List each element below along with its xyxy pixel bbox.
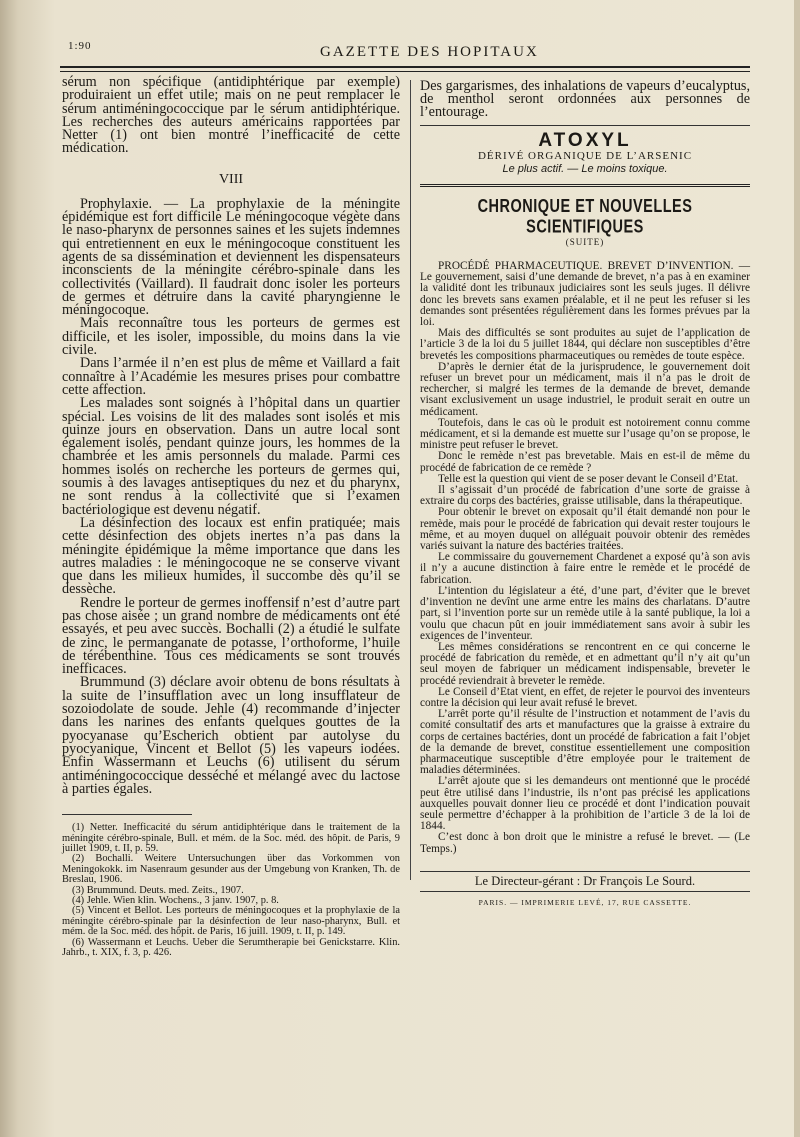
paragraph: Rendre le porteur de germes inoffensif n’est d’autre part pas chose aisée ; un grand nombre de médicaments ont été essayés, et peu avec succès. Bochalli (2) a étudié le sulfate de zinc, le permanganate de potasse, l’orthoforme, l’huile de térébenthine. Tous ces médicaments se sont trouvés inefficaces. [62, 594, 400, 678]
paragraph: L’arrêt ajoute que si les demandeurs ont mentionné que le procédé peut être utilisé dans l’industrie, ils n’ont pas précisé les applications auxquelles pouvait donner lieu ce procédé et dont l’indication pouvait seule permettre d’échapper à la prohibition de l’article 3 de la loi de 1844. [420, 775, 750, 833]
paragraph: C’est donc à bon droit que le ministre a refusé le brevet. — (Le Temps.) [420, 831, 750, 855]
column-separator [410, 80, 411, 880]
paragraph: Des gargarismes, des inhalations de vapeurs d’eucalyptus, de menthol seront ordonnées aux personnes de l’entourage. [420, 78, 750, 120]
left-column [62, 76, 400, 958]
section-number: VIII [218, 171, 244, 187]
header-rule [60, 66, 750, 72]
printer-imprint: PARIS. — IMPRIMERIE LEVÉ, 17, RUE CASSETTE. [478, 897, 692, 907]
paragraph: L’arrêt porte qu’il résulte de l’instruction et notamment de l’avis du comité consultatif des arts et manufactures que la graisse à extraire du corps de certaines bactéries, dont un procédé de fabrication a fait l’objet de la demande de brevet, constitue essentiellement une composition pharmaceutique susceptible d’être employée pour le traitement de maladies déterminées. [420, 708, 750, 777]
footnote: (4) Jehle. Wien klin. Wochens., 3 janv. 1907, p. 8. [72, 894, 279, 906]
advert-subtitle: DÉRIVÉ ORGANIQUE DE L’ARSENIC [477, 150, 693, 162]
running-title: GAZETTE DES HOPITAUX [320, 44, 539, 60]
footnote: (1) Netter. Inefficacité du sérum antidiphtérique dans le traitement de la méningite cérébro-spinale, Bull. et mém. de la Soc. méd. des hôpit. de Paris, 9 juillet 1909, t. II, p. 59. [62, 822, 400, 854]
paragraph: Donc le remède n’est pas brevetable. Mais en est-il de même du procédé de fabrication de ce remède ? [420, 450, 750, 474]
section-heading: CHRONIQUE ET NOUVELLES SCIENTIFIQUES [477, 196, 693, 238]
paragraph: Pour obtenir le brevet on exposait qu’il était demandé non pour le remède, mais pour le procédé de fabrication qui devait rester toujours le même, et au moyen duquel on alléguait pouvoir obtenir des remèdes variés suivant la nature des bactéries traitées. [420, 506, 750, 553]
paragraph: Mais des difficultés se sont produites au sujet de l’application de l’article 3 de la loi du 5 juillet 1844, qui déclare non susceptibles d’être brevetés les compositions pharmaceutiques ou remèdes de toute espèce. [420, 327, 750, 362]
section-subheading: (SUITE) [565, 237, 605, 247]
paragraph: Il s’agissait d’un procédé de fabrication d’une sorte de graisse à extraire du corps des bactéries, graisse utilisable, dans la thérapeutique. [420, 484, 750, 508]
paragraph: Les malades sont soignés à l’hôpital dans un quartier spécial. Les voisins de lit des malades sont isolés et mis quinze jours en observation. Dans un autre local sont également isolés, pendant quinze jours, les hommes de la chambrée et les amis personnels du malade. Parmi ces hommes isolés on recherche les porteurs de germes qui, soumis à des lavages antiseptiques du nez et du pharynx, ne sont rendus à la collectivité que si l’examen bactériologique est devenu négatif. [62, 395, 400, 518]
signature-line: Le Directeur-gérant : Dr François Le Sourd. [420, 871, 750, 892]
footnotes [62, 823, 400, 958]
paragraph: Le Conseil d’Etat vient, en effet, de rejeter le pourvoi des inventeurs contre la décision qui leur avait refusé le brevet. [420, 685, 750, 709]
chronicle-body [420, 261, 750, 855]
paragraph: Brummund (3) déclare avoir obtenu de bons résultats à la suite de l’insufflation avec un long insufflateur de sozoiodolate de soude. Jehle (4) recommande d’injecter dans les narines des enfants quelques gouttes de la pyocyanase qu’Escherich obtient par autolyse du pyocyanique, Vincent et Bellot (5) les vapeurs iodées. Enfin Wassermann et Leuchs (6) utilisent du sérum antiméningococcique desséché et mélangé avec du lactose à parties égales. [62, 674, 400, 797]
footnote: (6) Wassermann et Leuchs. Ueber die Serumtherapie bei Genickstarre. Klin. Jahrb., t. XIX, f. 3, p. 426. [62, 936, 400, 959]
paragraph: Prophylaxie. — La prophylaxie de la méningite épidémique est fort difficile Le méningocoque végète dans le naso-pharynx de personnes saines et les sujets indemnes qui entretiennent en eux le méningocoque constituent les agents de sa dissémination et deviennent les dispensateurs inconscients de la méningite cérébro-spinale dans les collectivités (Vaillard). Il faudrait donc isoler les porteurs de germes et détruire dans la cavité pharyngienne le méningocoque. [62, 195, 400, 319]
footnote: (2) Bochalli. Weitere Untersuchungen über das Vorkommen von Meningokokk. im Nasenraum gesunder aus der Umgebung von Kranken, Th. de Breslau, 1906. [62, 853, 400, 886]
advert-tagline: Le plus actif. — Le moins toxique. [502, 163, 668, 175]
footnote-rule [62, 814, 192, 815]
page-edge [794, 0, 800, 1137]
page-number: 1:90 [68, 40, 92, 52]
paragraph: PROCÉDÉ PHARMACEUTIQUE. BREVET D’INVENTION. — Le gouvernement, saisi d’une demande de brevet, n’a pas à en examiner la validité dont les tribunaux judiciaires sont les seuls juges. Il délivre donc les brevets sans examen préalable, et il ne peut les refuser si les demandes sont présentées régulièrement dans les formes prévues par la loi. [420, 260, 750, 329]
paragraph: Les mêmes considérations se rencontrent en ce qui concerne le procédé de fabrication du remède, et en admettant qu’il n’y ait qu’un seul moyen de fabriquer un médicament indispensable, breveter le procédé reviendrait à breveter le remède. [420, 640, 750, 687]
paragraph: sérum non spécifique (antidiphtérique par exemple) produiraient un effet utile; mais on ne peut remplacer le sérum antiméningococcique par le sérum antidiphtérique. Les recherches des auteurs américains rapportées par Netter (1) ont bien montré l’inefficacité de cette médication. [62, 74, 400, 157]
right-column [420, 80, 750, 907]
double-rule [420, 184, 750, 187]
paragraph: D’après le dernier état de la jurisprudence, le gouvernement doit refuser un brevet pour un médicament, mais il n’a pas le droit de rechercher, si malgré les termes de la demande de brevet, demande visant exclusivement un usage industriel, le produit serait en outre un médicament. [420, 360, 750, 418]
paragraph: Le commissaire du gouvernement Chardenet a exposé qu’à son avis il n’y a aucune distinction à faire entre le remède et le procédé de fabrication. [420, 551, 750, 586]
paragraph: Telle est la question qui vient de se poser devant le Conseil d’Etat. [438, 472, 739, 485]
paragraph: L’intention du législateur a été, d’une part, d’éviter que le brevet d’invention ne devînt une arme entre les mains des charlatans. D’autre part, si l’invention porte sur un remède utile à la santé publique, la loi a voulu que chacun pût en jouir immédiatement sans avoir à subir les exigences de l’inventeur. [420, 584, 750, 642]
paragraph: La désinfection des locaux est enfin pratiquée; mais cette désinfection des objets inertes n’a pas dans la méningite épidémique la même importance que dans les autres maladies : le méningocoque ne se conserve vivant que dans les milieux humides, il succombe dès qu’il se dessèche. [62, 514, 400, 598]
paragraph: Dans l’armée il n’en est plus de même et Vaillard a fait connaître à l’Académie les mesures prises pour combattre cette affection. [62, 355, 400, 398]
footnote: (5) Vincent et Bellot. Les porteurs de méningocoques et la prophylaxie de la méningite cérébro-spinale par la désinfection de leur naso-pharynx, Bull. et mém. de la Soc. méd. des hôpit. de Paris, 16 juill. 1909, t. II, p. 149. [62, 905, 400, 938]
advert-title: ATOXYL [538, 130, 632, 151]
divider [420, 125, 750, 126]
paragraph: Toutefois, dans le cas où le produit est notoirement connu comme médicament, et si la demande est muette sur l’usage qu’on se propose, le ministre peut refuser le brevet. [420, 416, 750, 452]
footnote: (3) Brummund. Deuts. med. Zeits., 1907. [72, 884, 244, 896]
paragraph: Mais reconnaître tous les porteurs de germes est difficile, et les isoler, impossible, du moins dans la vie civile. [62, 315, 400, 359]
